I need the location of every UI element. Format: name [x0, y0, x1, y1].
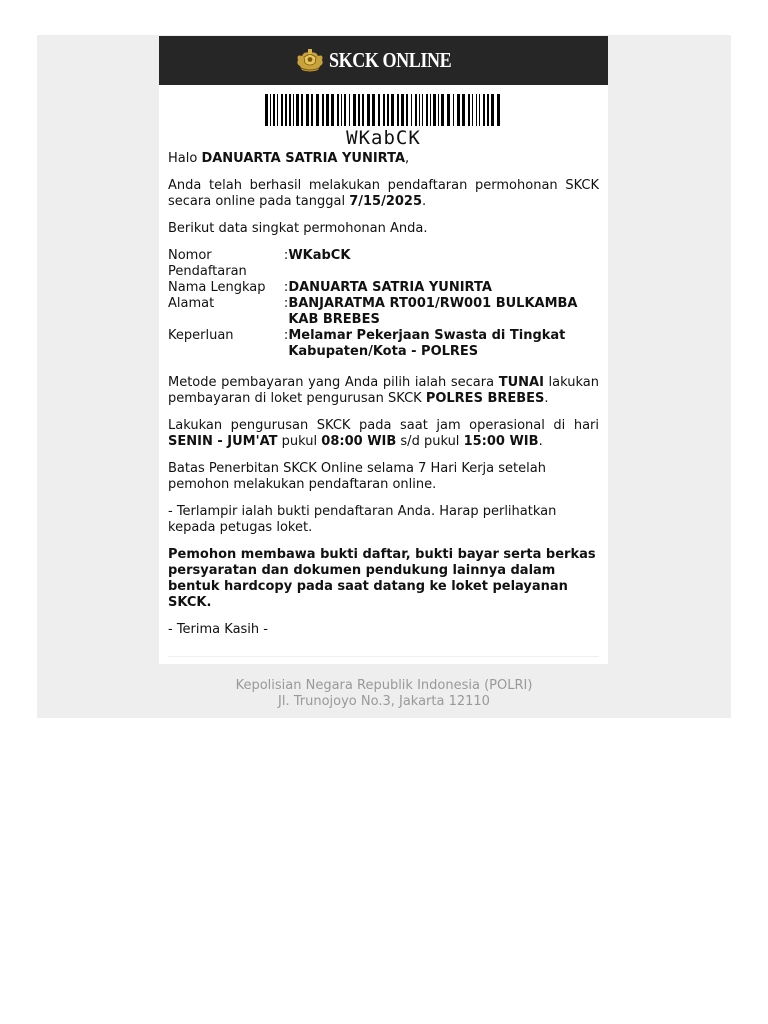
barcode-bar	[326, 94, 329, 126]
requirements-note: Pemohon membawa bukti daftar, bukti bayar serta berkas persyaratan dan dokumen pendukung lainnya dalam bentuk hardcopy pada saat datang ke loket pelayanan SKCK.	[168, 547, 596, 610]
barcode-bar	[433, 94, 436, 126]
police-emblem-icon	[295, 48, 325, 74]
barcode-bar	[265, 94, 268, 126]
intro-paragraph: Anda telah berhasil melakukan pendaftaran permohonan SKCK secara online pada tanggal 7/15/2025.	[168, 178, 599, 209]
barcode-bar	[438, 94, 439, 126]
email-footer	[37, 678, 731, 710]
barcode-bar	[378, 94, 380, 126]
barcode-image	[265, 94, 503, 126]
email-background	[37, 35, 731, 718]
barcode-bar	[468, 94, 470, 126]
divider	[168, 656, 599, 657]
closing-text: - Terima Kasih -	[168, 622, 268, 637]
barcode-bar	[411, 94, 412, 126]
barcode-bar	[273, 94, 275, 126]
payment-paragraph: Metode pembayaran yang Anda pilih ialah secara TUNAI lakukan pembayaran di loket pengurusan SKCK POLRES BREBES.	[168, 375, 599, 406]
detail-row: Nama Lengkap : DANUARTA SATRIA YUNIRTA	[168, 280, 599, 296]
barcode-bar	[296, 94, 299, 126]
barcode-bar	[270, 94, 271, 126]
barcode-bar	[337, 94, 339, 126]
email-body	[159, 151, 608, 638]
barcode-bar	[285, 94, 287, 126]
barcode-bar	[367, 94, 370, 126]
barcode-bar	[341, 94, 342, 126]
barcode-bar	[487, 94, 489, 126]
barcode-bar	[497, 94, 500, 126]
deadline-paragraph: Batas Penerbitan SKCK Online selama 7 Hari Kerja setelah pemohon melakukan pendaftaran online.	[168, 461, 546, 492]
barcode-bar	[311, 94, 313, 126]
barcode-bar	[344, 94, 346, 126]
registration-number: WKabCK	[288, 248, 351, 263]
barcode-bar	[391, 94, 394, 126]
full-name: DANUARTA SATRIA YUNIRTA	[288, 280, 492, 295]
detail-label: Keperluan	[168, 328, 234, 343]
detail-row: Nomor Pendaftaran : WKabCK	[168, 248, 599, 280]
address: BANJARATMA RT001/RW001 BULKAMBA KAB BREBES	[288, 296, 578, 327]
barcode-bar	[415, 94, 417, 126]
barcode-bar	[430, 94, 431, 126]
barcode-bar	[479, 94, 480, 126]
barcode-bar	[457, 94, 460, 126]
start-time: 08:00 WIB	[321, 434, 397, 449]
barcode-bar	[306, 94, 309, 126]
barcode-bar	[277, 94, 278, 126]
barcode-bar	[387, 94, 389, 126]
detail-label: Nomor Pendaftaran	[168, 248, 247, 279]
barcode-bar	[441, 94, 444, 126]
footer-org: Kepolisian Negara Republik Indonesia (POLRI)	[235, 678, 533, 693]
end-time: 15:00 WIB	[463, 434, 539, 449]
barcode-bar	[491, 94, 494, 126]
barcode-bar	[453, 94, 454, 126]
barcode-bar	[293, 94, 294, 126]
barcode-bar	[281, 94, 283, 126]
barcode-section	[159, 85, 608, 151]
barcode-bar	[401, 94, 404, 126]
detail-label: Alamat	[168, 296, 215, 311]
barcode-bar	[476, 94, 477, 126]
barcode-bar	[483, 94, 485, 126]
logo-text: SKCK ONLINE	[329, 48, 452, 72]
detail-row: Alamat : BANJARATMA RT001/RW001 BULKAMBA KAB BREBES	[168, 296, 599, 328]
barcode-bar	[419, 94, 420, 126]
barcode-bar	[472, 94, 473, 126]
barcode-bar	[349, 94, 350, 126]
barcode-bar	[353, 94, 356, 126]
barcode-bar	[397, 94, 399, 126]
detail-row: Keperluan : Melamar Pekerjaan Swasta di Tingkat Kabupaten/Kota - POLRES	[168, 328, 599, 360]
registration-date: 7/15/2025	[349, 194, 423, 209]
barcode-bar	[372, 94, 375, 126]
barcode-bar	[289, 94, 291, 126]
operating-days: SENIN - JUM'AT	[168, 434, 278, 449]
payment-method: TUNAI	[498, 375, 544, 390]
payment-office: POLRES BREBES	[425, 391, 545, 406]
greeting: Halo DANUARTA SATRIA YUNIRTA,	[168, 151, 410, 166]
email-card	[159, 36, 608, 664]
barcode-bar	[447, 94, 450, 126]
summary-intro: Berikut data singkat permohonan Anda.	[168, 221, 428, 236]
barcode-bar	[406, 94, 408, 126]
barcode-bar	[316, 94, 319, 126]
email-header	[159, 36, 608, 85]
barcode-bar	[301, 94, 303, 126]
footer-address: Jl. Trunojoyo No.3, Jakarta 12110	[278, 694, 490, 709]
barcode-bar	[422, 94, 423, 126]
detail-label: Nama Lengkap	[168, 280, 266, 295]
applicant-name: DANUARTA SATRIA YUNIRTA	[201, 151, 406, 166]
skck-logo	[295, 48, 471, 74]
barcode-text: WKabCK	[346, 127, 421, 149]
barcode-bar	[362, 94, 364, 126]
hours-paragraph: Lakukan pengurusan SKCK pada saat jam operasional di hari SENIN - JUM'AT pukul 08:00 WIB s/d pukul 15:00 WIB.	[168, 418, 599, 449]
barcode-bar	[322, 94, 324, 126]
registration-details-table	[168, 248, 599, 360]
barcode-bar	[462, 94, 465, 126]
barcode-bar	[426, 94, 428, 126]
barcode-bar	[331, 94, 334, 126]
barcode-bar	[358, 94, 360, 126]
purpose: Melamar Pekerjaan Swasta di Tingkat Kabupaten/Kota - POLRES	[288, 328, 566, 359]
barcode-bar	[383, 94, 385, 126]
attachment-note: - Terlampir ialah bukti pendaftaran Anda. Harap perlihatkan kepada petugas loket.	[168, 504, 557, 535]
